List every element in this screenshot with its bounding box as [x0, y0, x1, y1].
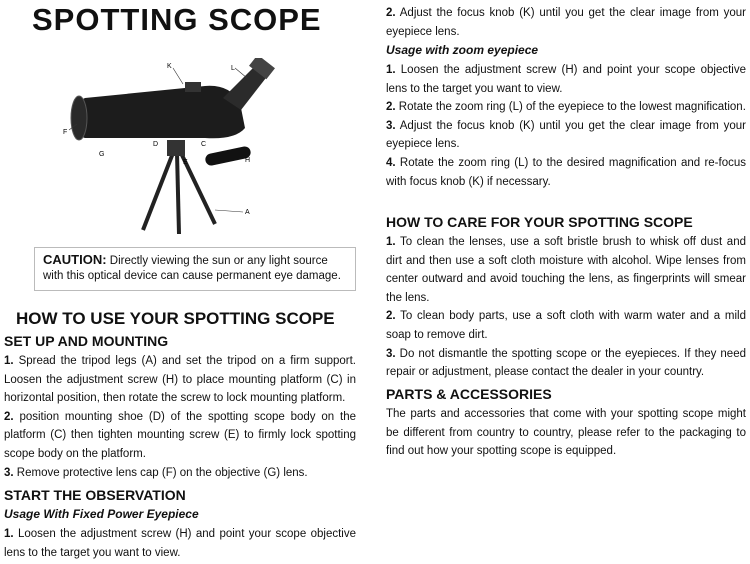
- label-h: H: [245, 157, 251, 164]
- setup-step-1: 1. Spread the tripod legs (A) and set the tripod on a firm support. Loosen the adjustment screw (H) to place mounting platform (C) in horizontal position, then rotate the screw to lock mounting platform.: [4, 355, 356, 405]
- label-d: D: [153, 141, 159, 148]
- care-step-2: 2. To clean body parts, use a soft cloth with warm water and a mild soap to remove dirt.: [386, 310, 746, 341]
- fixed-eyepiece-heading: Usage With Fixed Power Eyepiece: [4, 507, 199, 521]
- how-to-use-heading: HOW TO USE YOUR SPOTTING SCOPE: [16, 309, 335, 328]
- parts-text: The parts and accessories that come with your spotting scope might be different from country to country, please refer to the packaging to find out how your spotting scope is equipped.: [386, 408, 746, 458]
- zoom-steps: [386, 61, 746, 191]
- zoom-step-2: 2. Rotate the zoom ring (L) of the eyepiece to the lowest magnification.: [386, 101, 746, 114]
- label-c: C: [201, 141, 207, 148]
- label-e: E: [183, 159, 188, 166]
- label-g: G: [99, 151, 105, 158]
- fixed-steps: [4, 525, 356, 562]
- fixed-step-2-block: [386, 4, 746, 41]
- page-title: SPOTTING SCOPE: [32, 2, 322, 37]
- observation-heading: START THE OBSERVATION: [4, 487, 186, 503]
- zoom-step-4: 4. Rotate the zoom ring (L) to the desired magnification and re-focus with focus knob (K) if necessary.: [386, 156, 746, 188]
- zoom-step-3: 3. Adjust the focus knob (K) until you get the clear image from your eyepiece lens.: [386, 119, 747, 151]
- parts-text-block: [386, 405, 746, 461]
- parts-heading: PARTS & ACCESSORIES: [386, 386, 552, 402]
- label-k: K: [167, 63, 172, 70]
- label-l: L: [231, 65, 235, 72]
- setup-heading: SET UP AND MOUNTING: [4, 333, 169, 349]
- fixed-step-1: 1. Loosen the adjustment screw (H) and point your scope objective lens to the target you want to view.: [4, 528, 356, 559]
- zoom-step-1: 1. Loosen the adjustment screw (H) and point your scope objective lens to the target you want to view.: [386, 64, 746, 95]
- zoom-eyepiece-heading: Usage with zoom eyepiece: [386, 43, 539, 57]
- caution-text: Directly viewing the sun or any light source with this optical device can cause permanent eye damage.: [43, 255, 341, 282]
- label-f: F: [63, 129, 68, 136]
- care-step-3: 3. Do not dismantle the spotting scope or the eyepieces. If they need repair or adjustment, please contact the dealer in your country.: [386, 347, 746, 379]
- caution-box: CAUTION: Directly viewing the sun or any light source with this optical device can cause permanent eye damage.: [34, 247, 356, 291]
- fixed-step-2: 2. Adjust the focus knob (K) until you get the clear image from your eyepiece lens.: [386, 7, 747, 38]
- spotting-scope-illustration: [55, 58, 305, 236]
- setup-step-2: 2. position mounting shoe (D) of the spotting scope body on the platform (C) then tighten mounting screw (E) to firmly lock spotting scope body on the platform.: [4, 410, 357, 460]
- setup-steps: [4, 352, 356, 482]
- label-a: A: [245, 209, 250, 216]
- care-step-1: 1. To clean the lenses, use a soft bristle brush to whisk off dust and dirt and then use a soft cloth moisture with alcohol. Wipe lenses from center outward and avoid touching the lens, as fingerprints will smear the lens.: [386, 236, 746, 304]
- setup-step-3: 3. Remove protective lens cap (F) on the objective (G) lens.: [4, 466, 308, 479]
- caution-label: CAUTION: [43, 252, 103, 267]
- care-steps: [386, 233, 746, 382]
- care-heading: HOW TO CARE FOR YOUR SPOTTING SCOPE: [386, 214, 693, 230]
